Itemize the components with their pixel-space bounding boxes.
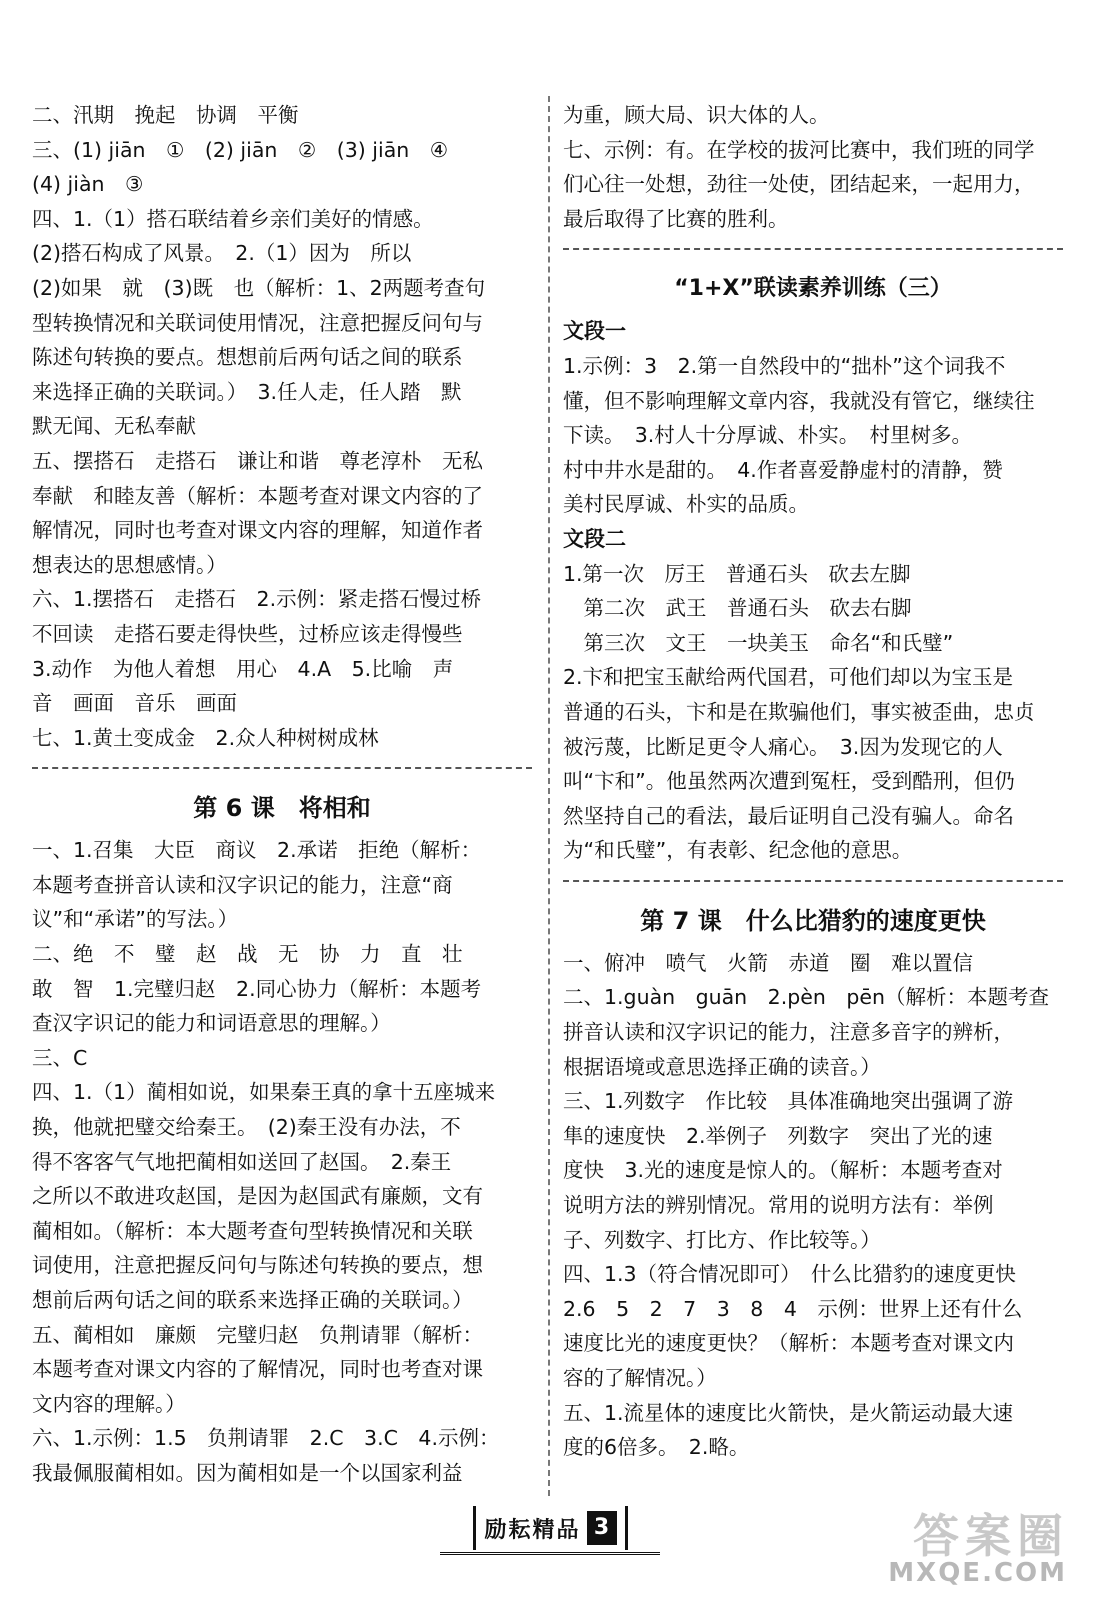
answer-line: 六、1.示例：1.5 负荆请罪 2.C 3.C 4.示例： xyxy=(32,1426,500,1451)
answer-line: 1.示例：3 2.第一自然段中的“拙朴”这个词我不 xyxy=(563,353,1006,378)
answer-line: 陈述句转换的要点。想想前后两句话之间的联系 xyxy=(32,345,463,370)
answer-line: 度快 3.光的速度是惊人的。（解析：本题考查对 xyxy=(563,1158,1003,1183)
answer-line: (4) jiàn ③ xyxy=(32,172,144,197)
answer-line: 七、示例：有。在学校的拔河比赛中，我们班的同学 xyxy=(563,137,1035,162)
answer-line: 敢 智 1.完璧归赵 2.同心协力（解析：本题考 xyxy=(32,976,482,1001)
lesson6-title: 第 6 课 将相和 xyxy=(193,794,371,823)
answer-line: 音 画面 音乐 画面 xyxy=(32,691,237,716)
answer-line: 说明方法的辨别情况。常用的说明方法有：举例 xyxy=(563,1193,994,1218)
answer-line: 度的6倍多。 2.略。 xyxy=(563,1435,750,1460)
answer-line: 三、C xyxy=(32,1045,88,1070)
answer-line: 来选择正确的关联词。） 3.任人走，任人踏 默 xyxy=(32,379,462,404)
answer-line: 2.6 5 2 7 3 8 4 示例：世界上还有什么 xyxy=(563,1296,1023,1321)
answer-line: 五、1.流星体的速度比火箭快，是火箭运动最大速 xyxy=(563,1400,1014,1425)
watermark-text: 答案圈 xyxy=(913,1509,1069,1563)
answer-line: 想表达的思想感情。） xyxy=(32,552,227,577)
answer-line: 之所以不敢进攻赵国，是因为赵国武有廉颇，文有 xyxy=(32,1184,483,1209)
answer-line: 本题考查拼音认读和汉字识记的能力，注意“商 xyxy=(32,872,453,897)
answer-line: 奉献 和睦友善（解析：本题考查对课文内容的了 xyxy=(32,483,483,508)
page-number: 3 xyxy=(587,1511,617,1545)
answer-line: 三、(1) jiān ① (2) jiān ② (3) jiān ④ xyxy=(32,137,449,162)
section-divider xyxy=(32,767,532,769)
answer-line: 不回读 走搭石要走得快些，过桥应该走得慢些 xyxy=(32,621,463,646)
wenduan2-answers xyxy=(563,557,1063,868)
footer-underline xyxy=(440,1552,660,1555)
answer-line: 下读。 3.村人十分厚诚、朴实。 村里树多。 xyxy=(563,423,973,448)
answer-line: 六、1.摆搭石 走搭石 2.示例：紧走搭石慢过桥 xyxy=(32,587,482,612)
answer-line: 普通的石头，卞和是在欺骗他们，事实被歪曲，忠贞 xyxy=(563,699,1035,724)
answer-line: 隼的速度快 2.举例子 列数字 突出了光的速 xyxy=(563,1123,993,1148)
answer-line: (2)搭石构成了风景。 2.（1）因为 所以 xyxy=(32,241,412,266)
answer-line: 容的了解情况。） xyxy=(563,1366,717,1390)
answer-line: 想前后两句话之间的联系来选择正确的关联词。） xyxy=(32,1288,473,1312)
answer-line: 议”和“承诺”的写法。） xyxy=(32,907,239,932)
answer-line: 蔺相如。（解析：本大题考查句型转换情况和关联 xyxy=(32,1218,473,1243)
wenduan1-heading: 文段一 xyxy=(563,319,626,344)
answer-line: 二、绝 不 璧 赵 战 无 协 力 直 壮 xyxy=(32,942,463,967)
lianxu-training-title: “1+X”联读素养训练（三） xyxy=(674,276,952,302)
wenduan1-answers xyxy=(563,349,1063,522)
answer-line: 一、1.召集 大臣 商议 2.承诺 拒绝（解析： xyxy=(32,838,482,863)
answer-line: 得不客客气气地把蔺相如送回了赵国。 2.秦王 xyxy=(32,1149,452,1174)
watermark xyxy=(877,1500,1077,1596)
answer-line: 换，他就把璧交给秦王。 (2)秦王没有办法，不 xyxy=(32,1115,461,1140)
lesson7-answers xyxy=(563,946,1063,1465)
brand-name: 励耘精品 xyxy=(484,1517,581,1543)
answer-line: 五、摆搭石 走搭石 谦让和谐 尊老淳朴 无私 xyxy=(32,448,483,473)
section-divider xyxy=(563,880,1063,882)
wenduan2-heading: 文段二 xyxy=(563,526,626,551)
answer-line: 本题考查对课文内容的了解情况，同时也考查对课 xyxy=(32,1357,483,1382)
answer-line: 然坚持自己的看法，最后证明自己没有骗人。命名 xyxy=(563,803,1014,828)
answer-line: 1.第一次 厉王 普通石头 砍去左脚 xyxy=(563,561,911,586)
footer-brand-box xyxy=(473,1506,627,1550)
answer-line: 三、1.列数字 作比较 具体准确地突出强调了游 xyxy=(563,1089,1014,1114)
answer-line: 四、1.（1）蔺相如说，如果秦王真的拿十五座城来 xyxy=(32,1080,496,1105)
answer-line: 默无闻、无私奉献 xyxy=(32,414,196,439)
answer-line: 最后取得了比赛的胜利。 xyxy=(563,206,789,231)
answer-line: 第二次 武王 普通石头 砍去右脚 xyxy=(563,596,912,621)
lesson7-title: 第 7 课 什么比猎豹的速度更快 xyxy=(640,906,986,935)
answer-line: 村中井水是甜的。 4.作者喜爱静虚村的清静，赞 xyxy=(563,457,1003,482)
answer-line: 子、列数字、打比方、作比较等。） xyxy=(563,1227,881,1252)
watermark-url: MXQE.COM xyxy=(888,1558,1067,1588)
answer-line: 拼音认读和汉字识记的能力，注意多音字的辨析， xyxy=(563,1020,1014,1045)
answer-line: 2.卞和把宝玉献给两代国君，可他们却以为宝玉是 xyxy=(563,665,1014,690)
answer-line: 第三次 文王 一块美玉 命名“和氏璧” xyxy=(563,630,954,655)
answer-line: 五、蔺相如 廉颇 完璧归赵 负荆请罪（解析： xyxy=(32,1322,483,1347)
answer-line: 美村民厚诚、朴实的品质。 xyxy=(563,492,809,517)
answer-line: 七、1.黄土变成金 2.众人种树树成林 xyxy=(32,725,379,750)
answer-line: 解情况，同时也考查对课文内容的理解，知道作者 xyxy=(32,518,483,543)
answer-line: 叫“卞和”。他虽然两次遭到冤枉，受到酷刑，但仍 xyxy=(563,769,1015,794)
answer-line: 们心往一处想，劲往一处使，团结起来，一起用力， xyxy=(563,172,1035,197)
left-column xyxy=(32,98,532,1491)
answer-line: 我最佩服蔺相如。因为蔺相如是一个以国家利益 xyxy=(32,1460,463,1485)
answer-line: 根据语境或意思选择正确的读音。） xyxy=(563,1054,881,1079)
answer-line: 为重，顾大局、识大体的人。 xyxy=(563,103,830,127)
lesson6-answers xyxy=(32,833,532,1490)
answer-line: 速度比光的速度更快？（解析：本题考查对课文内 xyxy=(563,1331,1014,1356)
answer-line: 一、俯冲 喷气 火箭 赤道 圈 难以置信 xyxy=(563,950,973,975)
answer-line: 二、汛期 挽起 协调 平衡 xyxy=(32,103,299,127)
answer-line: 词使用，注意把握反问句与陈述句转换的要点，想 xyxy=(32,1253,483,1278)
answer-line: 二、1.guàn guān 2.pèn pēn（解析：本题考查 xyxy=(563,985,1049,1010)
answer-line: 型转换情况和关联词使用情况，注意把握反问句与 xyxy=(32,310,483,335)
section-divider xyxy=(563,248,1063,250)
lesson5-answers xyxy=(32,98,532,755)
column-divider xyxy=(548,96,550,1496)
answer-line: 查汉字识记的能力和词语意思的理解。） xyxy=(32,1011,391,1036)
answer-line: 四、1.3（符合情况即可） 什么比猎豹的速度更快 xyxy=(563,1262,1016,1287)
answer-line: 四、1.（1）搭石联结着乡亲们美好的情感。 xyxy=(32,206,434,231)
answer-line: 3.动作 为他人着想 用心 4.A 5.比喻 声 xyxy=(32,656,454,681)
answer-line: 文内容的理解。） xyxy=(32,1391,186,1416)
right-column xyxy=(563,98,1063,1465)
answer-line: 为“和氏璧”，有表彰、纪念他的意思。 xyxy=(563,838,913,863)
answer-line: 被污蔑，比断足更令人痛心。 3.因为发现它的人 xyxy=(563,734,1003,759)
lesson6-answers-continued xyxy=(563,98,1063,236)
answer-line: 懂，但不影响理解文章内容，我就没有管它，继续往 xyxy=(563,388,1035,413)
answer-line: (2)如果 就 (3)既 也（解析：1、2两题考查句 xyxy=(32,275,486,300)
